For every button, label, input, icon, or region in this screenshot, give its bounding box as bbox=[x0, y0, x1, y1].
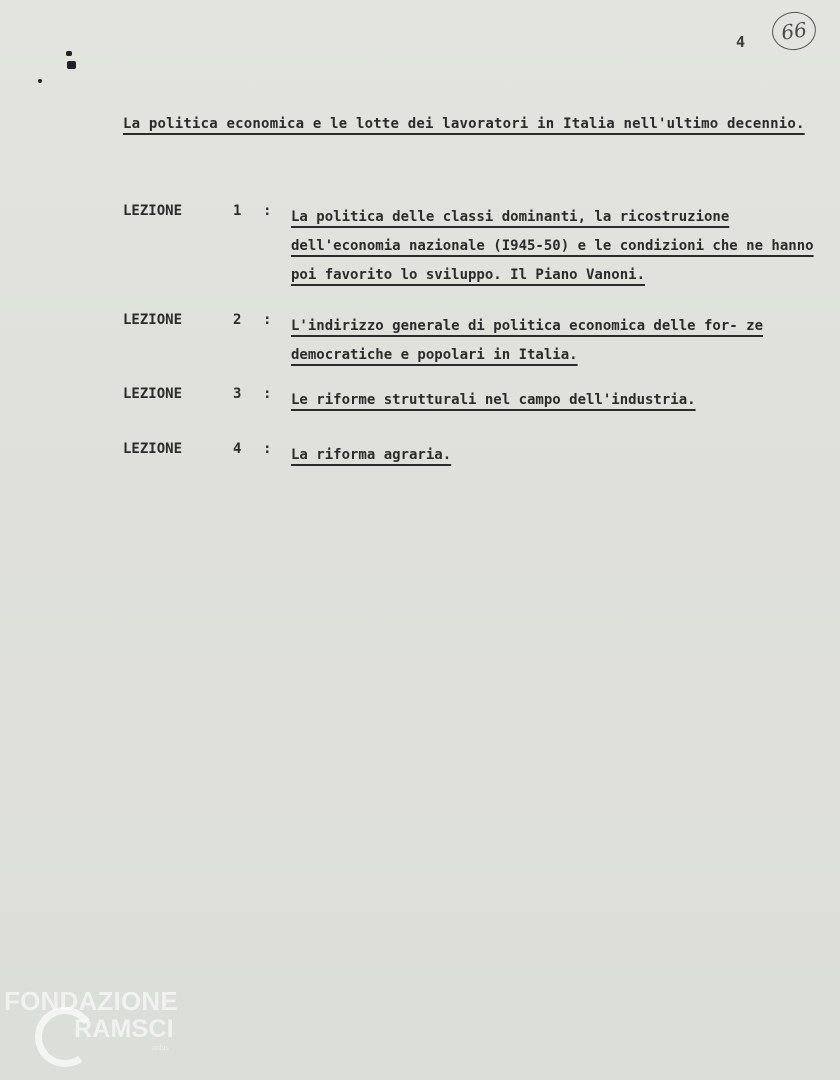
lesson-separator: : bbox=[263, 312, 272, 328]
lesson-separator: : bbox=[263, 441, 272, 457]
watermark-line-1: FONDAZIONE bbox=[4, 986, 178, 1016]
lesson-number: 2 bbox=[233, 312, 242, 328]
page-number: 4 bbox=[736, 33, 746, 51]
ink-mark bbox=[66, 51, 72, 56]
lesson-title: La politica delle classi dominanti, la ricostruzione dell'economia nazionale (I945-50) e le condizioni che ne hanno poi favorito lo sviluppo. Il Piano Vanoni. bbox=[291, 209, 814, 283]
watermark-line-2: RAMSCI bbox=[74, 1015, 174, 1043]
lesson-title: Le riforme strutturali nel campo dell'industria. bbox=[291, 392, 696, 408]
watermark-small-text: onlus bbox=[152, 1045, 169, 1052]
lesson-label: LEZIONE bbox=[123, 203, 183, 219]
lesson-number: 4 bbox=[233, 441, 242, 457]
ink-mark bbox=[67, 61, 76, 69]
lesson-separator: : bbox=[263, 203, 272, 219]
ink-mark bbox=[38, 79, 42, 83]
lesson-title: La riforma agraria. bbox=[291, 447, 452, 463]
lesson-number: 3 bbox=[233, 386, 242, 402]
lesson-label: LEZIONE bbox=[123, 441, 183, 457]
lesson-label: LEZIONE bbox=[123, 386, 183, 402]
fondazione-gramsci-watermark bbox=[4, 986, 214, 1076]
archive-number: 66 bbox=[770, 9, 819, 53]
lesson-separator: : bbox=[263, 386, 272, 402]
lesson-title: L'indirizzo generale di politica economica delle for- ze democratiche e popolari in Italia. bbox=[291, 318, 764, 363]
document-heading: La politica economica e le lotte dei lavoratori in Italia nell'ultimo decennio. bbox=[123, 116, 805, 132]
lesson-number: 1 bbox=[233, 203, 242, 219]
lesson-label: LEZIONE bbox=[123, 312, 183, 328]
